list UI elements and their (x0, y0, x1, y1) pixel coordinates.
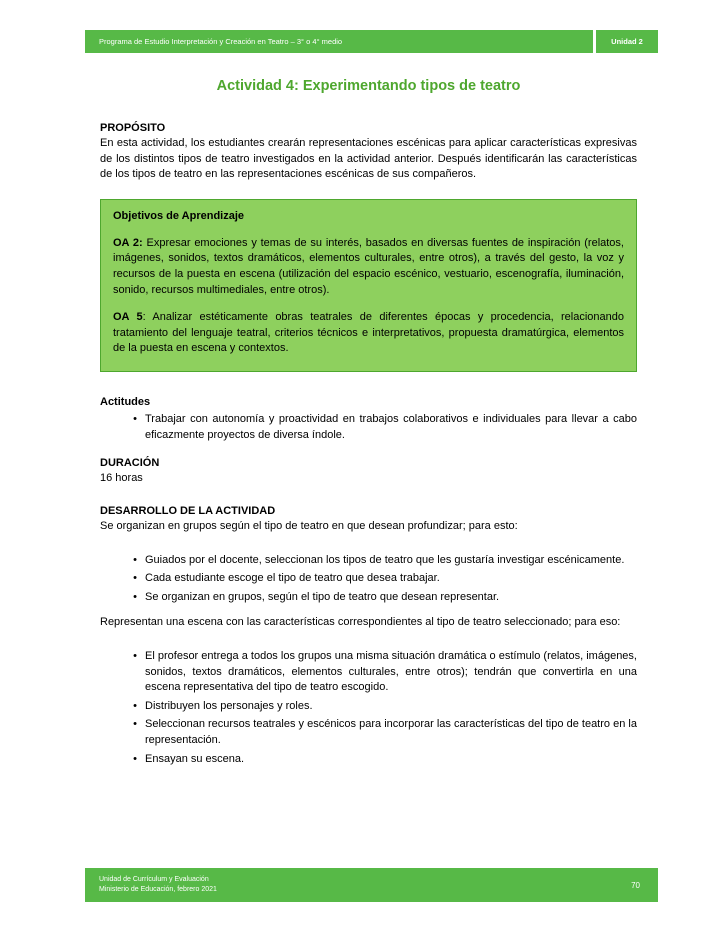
footer-credits (99, 875, 217, 896)
footer-line-2: Ministerio de Educación, febrero 2021 (99, 886, 217, 893)
list-item: • Ensayan su escena. (125, 752, 637, 768)
duracion-heading: DURACIÓN (100, 457, 160, 470)
list-item: • Seleccionan recursos teatrales y escénicos para incorporar las características del tipo de teatro en la representación. (125, 717, 637, 748)
desarrollo-intro-1: Se organizan en grupos según el tipo de teatro en que desean profundizar; para esto: (100, 519, 518, 532)
actitudes-bullet-list (125, 412, 637, 443)
list-item: • El profesor entrega a todos los grupos una misma situación dramática o estímulo (relatos, imágenes, sonidos, textos dramáticos, elementos culturales, entre otros); tendrán que convertirla en una escena representativa del tipo de teatro escogido. (125, 649, 637, 696)
desarrollo-heading: DESARROLLO DE LA ACTIVIDAD (100, 504, 276, 517)
footer-line-1: Unidad de Currículum y Evaluación (99, 875, 209, 883)
list-item: • Guiados por el docente, seleccionan los tipos de teatro que les gustaría investigar escénicamente. (125, 553, 637, 569)
duracion-text: 16 horas (100, 472, 143, 485)
duracion-section (100, 457, 637, 487)
actitudes-heading: Actitudes (100, 396, 151, 409)
page-title: Actividad 4: Experimentando tipos de teatro (216, 78, 521, 94)
objectives-heading: Objetivos de Aprendizaje (113, 209, 245, 222)
list-item: • Cada estudiante escoge el tipo de teatro que desea trabajar. (125, 571, 637, 587)
proposito-text: En esta actividad, los estudiantes crearán representaciones escénicas para aplicar características expresivas de los distintos tipos de teatro investigados en la actividad anterior. Después identificarán las características de los tipos de teatro en las representaciones escénicas de sus compañeros. (100, 137, 637, 181)
objective-oa5-label: OA 5 (113, 311, 143, 324)
header-unit-badge: Unidad 2 (596, 30, 658, 53)
desarrollo-intro-2: Representan una escena con las características correspondientes al tipo de teatro seleccionado; para eso: (100, 616, 621, 629)
objective-oa2-label: OA 2: (113, 236, 143, 249)
list-item: • Distribuyen los personajes y roles. (125, 699, 637, 715)
objective-oa2-text: Expresar emociones y temas de su interés, basados en diversas fuentes de inspiración (relatos, imágenes, sonidos, textos dramáticos, elementos culturales, entre otros), a través del gesto, la voz y recursos de la puesta en escena (utilización del espacio escénico, vestuario, escenografía, iluminación, sonido, recursos multimediales, entre otros). (113, 236, 624, 296)
header-program-title: Programa de Estudio Interpretación y Creación en Teatro – 3° o 4° medio (85, 30, 593, 53)
actitudes-section (100, 396, 637, 443)
desarrollo-section (100, 505, 637, 767)
objective-oa2 (113, 236, 624, 298)
page-content (100, 78, 637, 777)
proposito-section (100, 122, 637, 183)
proposito-heading: PROPÓSITO (100, 122, 166, 134)
header-bar (85, 30, 658, 53)
objective-oa5-text: : Analizar estéticamente obras teatrales de diferentes épocas y procedencia, relacionando tratamiento del lenguaje teatral, criterios técnicos e interpretativos, propuesta dramatúrgica, elementos de la puesta en escena y contextos. (113, 311, 625, 355)
list-item: • Se organizan en grupos, según el tipo de teatro que desean representar. (125, 590, 637, 606)
desarrollo-bullet-list-1 (125, 553, 637, 606)
page-number: 70 (631, 880, 640, 890)
footer-bar (85, 868, 658, 902)
objectives-box (100, 199, 637, 372)
list-item: • Trabajar con autonomía y proactividad en trabajos colaborativos e individuales para llevar a cabo eficazmente proyectos de diversa índole. (125, 412, 637, 443)
objective-oa5 (113, 310, 624, 357)
desarrollo-bullet-list-2 (125, 649, 637, 767)
